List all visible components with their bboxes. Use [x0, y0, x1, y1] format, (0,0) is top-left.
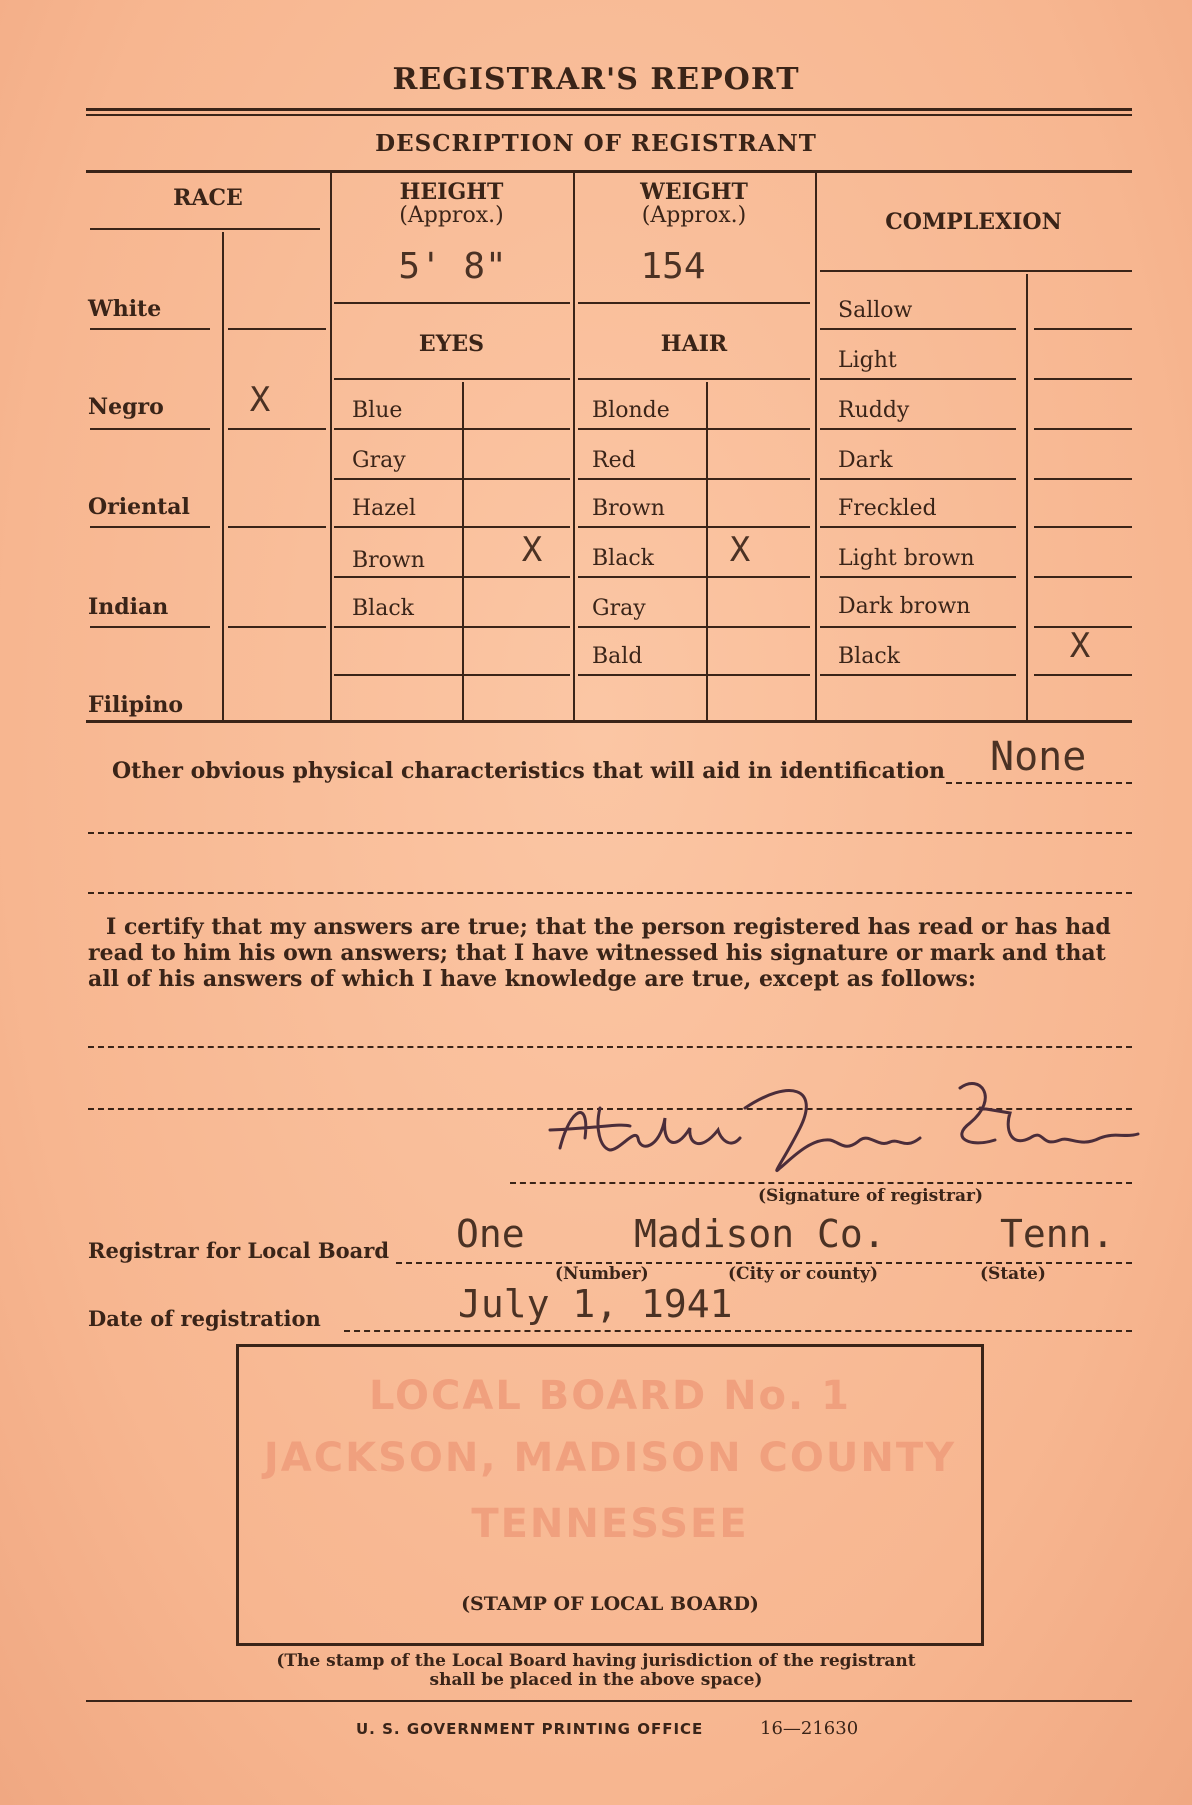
table-top-rule	[86, 170, 1132, 173]
race-mark-negro: X	[249, 380, 271, 420]
complexion-rule	[1034, 576, 1132, 578]
race-rule	[228, 428, 326, 430]
complexion-label-black: Black	[838, 644, 900, 669]
race-label-white: White	[88, 296, 162, 322]
complexion-mark-divider	[1026, 274, 1028, 720]
complexion-label-dark: Dark	[838, 448, 893, 473]
race-label-indian: Indian	[88, 594, 169, 620]
hair-label-red: Red	[592, 448, 636, 473]
complexion-label-sallow: Sallow	[838, 298, 913, 323]
race-label-negro: Negro	[88, 394, 164, 420]
complexion-rule	[1034, 526, 1132, 528]
race-rule	[228, 328, 326, 330]
registration-date-label: Date of registration	[88, 1306, 321, 1331]
exceptions-line-1	[88, 1046, 1132, 1048]
printer-credit: U. S. GOVERNMENT PRINTING OFFICE	[356, 1720, 704, 1738]
stamp-caption: (STAMP OF LOCAL BOARD)	[461, 1593, 759, 1615]
city-county-caption: (City or county)	[728, 1264, 879, 1284]
report-title: REGISTRAR'S REPORT	[392, 62, 800, 97]
eyes-rule	[334, 674, 570, 676]
stamp-note	[0, 1652, 1192, 1690]
complexion-label-dark-brown: Dark brown	[838, 594, 971, 619]
height-header-line-2: (Approx.)	[399, 203, 504, 228]
race-header: RACE	[173, 185, 243, 211]
hair-header-rule	[578, 378, 810, 380]
state-caption: (State)	[980, 1264, 1046, 1284]
race-label-oriental: Oriental	[88, 494, 190, 520]
hair-label-blonde: Blonde	[592, 398, 670, 423]
eyes-mark-divider	[462, 382, 464, 720]
weight-value: 154	[640, 246, 706, 287]
local-board-state: Tenn.	[1000, 1212, 1115, 1256]
eyes-rule	[334, 626, 570, 628]
race-rule	[90, 328, 210, 330]
hair-mark-black: X	[729, 530, 751, 570]
form-number: 16—21630	[760, 1718, 859, 1739]
eyes-header: EYES	[418, 331, 485, 357]
race-rule	[90, 428, 210, 430]
race-rule	[90, 626, 210, 628]
race-header-rule	[90, 228, 320, 230]
complexion-rule	[820, 328, 1016, 330]
hair-label-black: Black	[592, 546, 654, 571]
eyes-label-brown: Brown	[352, 548, 425, 573]
eyes-label-gray: Gray	[352, 448, 406, 473]
hair-rule	[578, 478, 810, 480]
signature-caption: (Signature of registrar)	[758, 1186, 984, 1206]
section-title: DESCRIPTION OF REGISTRANT	[375, 130, 817, 157]
complexion-rule	[1034, 378, 1132, 380]
certification-line-3: all of his answers of which I have knowledge are true, except as follows:	[88, 966, 976, 992]
race-rule	[228, 526, 326, 528]
complexion-rule	[820, 626, 1016, 628]
hair-rule	[578, 674, 810, 676]
title-rule-bottom	[86, 114, 1132, 116]
col-divider-race	[330, 172, 332, 720]
weight-header-line-1: WEIGHT	[640, 179, 748, 205]
table-bottom-rule	[86, 720, 1132, 723]
complexion-rule	[820, 478, 1016, 480]
height-value-rule	[334, 302, 570, 304]
stamp-line-3: TENNESSEE	[471, 1501, 749, 1547]
complexion-header: COMPLEXION	[885, 209, 1062, 235]
certification-line-1: I certify that my answers are true; that the person registered has read or has had	[106, 914, 1111, 940]
eyes-label-blue: Blue	[352, 398, 403, 423]
eyes-rule	[334, 428, 570, 430]
eyes-mark-brown: X	[521, 530, 543, 570]
hair-rule	[578, 626, 810, 628]
title-rule-top	[86, 108, 1132, 111]
eyes-label-black: Black	[352, 596, 414, 621]
number-caption: (Number)	[555, 1264, 649, 1284]
height-value: 5' 8"	[398, 246, 507, 287]
complexion-rule	[1034, 328, 1132, 330]
complexion-label-light: Light	[838, 348, 897, 373]
registration-date-line	[344, 1330, 1132, 1332]
eyes-rule	[334, 526, 570, 528]
hair-label-bald: Bald	[592, 644, 643, 669]
local-board-number: One	[456, 1212, 525, 1256]
stamp-line-2: JACKSON, MADISON COUNTY	[263, 1435, 957, 1481]
blank-line-2	[88, 892, 1132, 894]
eyes-rule	[334, 478, 570, 480]
eyes-header-rule	[334, 378, 570, 380]
weight-header	[573, 180, 815, 228]
height-header	[330, 180, 573, 228]
complexion-rule	[820, 428, 1016, 430]
hair-rule	[578, 576, 810, 578]
complexion-mark-black: X	[1069, 626, 1091, 666]
race-rule	[228, 626, 326, 628]
hair-label-gray: Gray	[592, 596, 646, 621]
complexion-rule	[820, 378, 1016, 380]
local-board-city-county: Madison Co.	[634, 1212, 886, 1256]
race-label-filipino: Filipino	[88, 692, 184, 718]
certification-text	[88, 914, 1111, 992]
signature-scribble	[540, 1068, 1140, 1178]
other-characteristics-line	[946, 782, 1132, 784]
eyes-rule	[334, 576, 570, 578]
footer-rule	[86, 1700, 1132, 1702]
col-divider-weight	[815, 172, 817, 720]
height-header-line-1: HEIGHT	[399, 179, 504, 205]
race-rule	[90, 526, 210, 528]
registration-date-value: July 1, 1941	[458, 1282, 733, 1326]
complexion-rule	[820, 526, 1016, 528]
complexion-label-ruddy: Ruddy	[838, 398, 910, 423]
signature-line	[510, 1182, 1132, 1184]
complexion-header-rule	[820, 270, 1132, 272]
hair-rule	[578, 428, 810, 430]
complexion-rule	[1034, 674, 1132, 676]
other-characteristics-value: None	[990, 734, 1087, 780]
other-characteristics-label: Other obvious physical characteristics that will aid in identification	[112, 758, 946, 784]
hair-rule	[578, 526, 810, 528]
stamp-note-line-1: (The stamp of the Local Board having jurisdiction of the registrant	[276, 1651, 916, 1671]
registrar-signature	[540, 1068, 1140, 1178]
weight-value-rule	[578, 302, 810, 304]
hair-header: HAIR	[660, 331, 728, 357]
complexion-label-freckled: Freckled	[838, 496, 937, 521]
col-divider-height	[573, 172, 575, 720]
certification-line-2: read to him his own answers; that I have witnessed his signature or mark and that	[88, 940, 1106, 966]
stamp-note-line-2: shall be placed in the above space)	[429, 1670, 763, 1690]
complexion-rule	[1034, 478, 1132, 480]
stamp-box	[236, 1344, 984, 1646]
race-mark-divider	[222, 232, 224, 720]
local-board-label: Registrar for Local Board	[88, 1238, 390, 1263]
complexion-rule	[820, 576, 1016, 578]
complexion-label-light-brown: Light brown	[838, 546, 975, 571]
stamp-line-1: LOCAL BOARD No. 1	[368, 1373, 851, 1419]
weight-header-line-2: (Approx.)	[641, 203, 747, 228]
blank-line-1	[88, 832, 1132, 834]
eyes-label-hazel: Hazel	[352, 496, 416, 521]
hair-label-brown: Brown	[592, 496, 665, 521]
complexion-rule	[820, 674, 1016, 676]
complexion-rule	[1034, 428, 1132, 430]
